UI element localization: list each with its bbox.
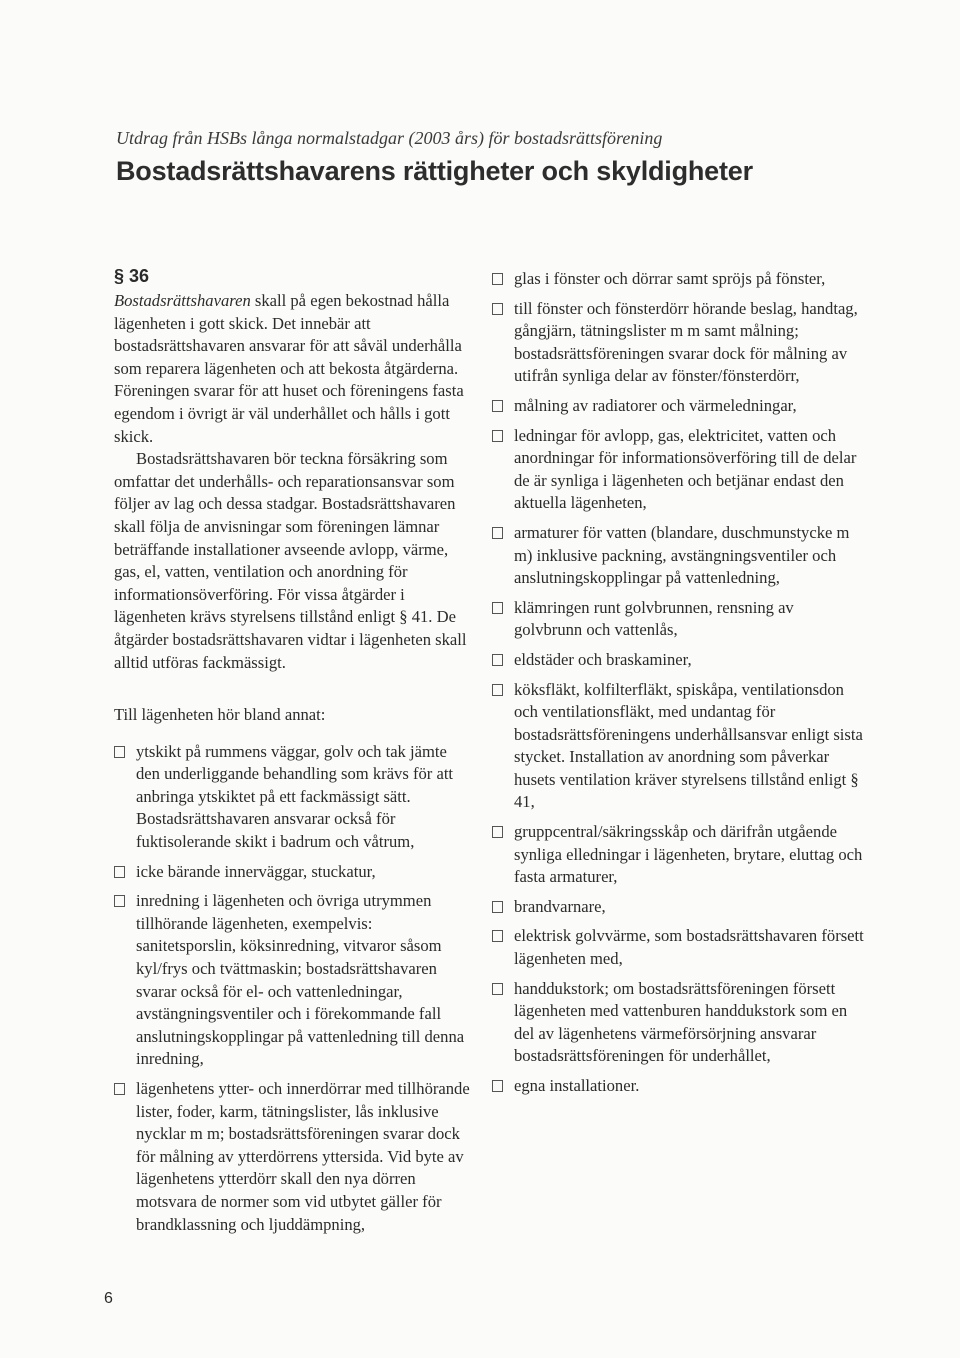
paragraph-1-text: skall på egen bekostnad hålla lägenheten i gott skick. Det innebär att bostadsrättshavaren ansvarar för att såväl underhålla som reparera lägenheten och att bekosta åtgärderna. Föreningen svarar för att huset och föreningens fasta egendom i övrigt är väl underhållet och hålls i gott skick. xyxy=(114,291,464,446)
checkbox-bullet-icon xyxy=(492,1080,503,1092)
list-intro: Till lägenheten hör bland annat: xyxy=(114,705,326,725)
checkbox-bullet-icon xyxy=(492,273,503,285)
checkbox-bullet-icon xyxy=(492,983,503,995)
paragraph-lead-word: Bostadsrättshavaren xyxy=(114,291,251,310)
list-item-text: glas i fönster och dörrar samt spröjs på fönster, xyxy=(514,269,826,288)
list-item xyxy=(492,821,864,889)
list-item xyxy=(492,649,864,672)
list-item xyxy=(492,679,864,815)
list-item xyxy=(492,298,864,388)
list-item xyxy=(492,597,864,642)
checkbox-bullet-icon xyxy=(492,826,503,838)
list-item-text: handdukstork; om bostadsrättsföreningen försett lägenheten med vattenburen handdukstork som en del av lägenhetens värmeförsörjning ansvarar bostadsrättsföreningen för underhållet, xyxy=(514,978,848,1066)
list-item xyxy=(492,1075,864,1098)
list-item-text: lägenhetens ytter- och innerdörrar med tillhörande lister, foder, karm, tätningslister, lås inklusive nycklar m m; bostadsrättsföreningen svarar dock för målning av ytterdörrens yttersida. Vid byte av lägenhetens ytterdörr skall den nya dörren motsvara de normer som vid utbytet gäller för brandklassning och ljuddämpning, xyxy=(136,1079,470,1234)
left-item-list xyxy=(114,741,474,1236)
list-item xyxy=(492,395,864,418)
list-item xyxy=(492,896,864,919)
list-item-text: egna installationer. xyxy=(514,1076,640,1095)
checkbox-bullet-icon xyxy=(492,684,503,696)
list-item xyxy=(492,268,864,291)
document-title: Bostadsrättshavarens rättigheter och skyldigheter xyxy=(116,156,753,186)
page-number: 6 xyxy=(104,1290,113,1307)
list-item-text: klämringen runt golvbrunnen, rensning av golvbrunn och vattenlås, xyxy=(514,597,794,640)
checkbox-bullet-icon xyxy=(114,746,125,758)
list-item-text: armaturer för vatten (blandare, duschmunstycke m m) inklusive packning, avstängningsventiler och anslutningskopplingar på vattenledning, xyxy=(514,522,850,588)
checkbox-bullet-icon xyxy=(114,866,125,878)
list-item-text: eldstäder och braskaminer, xyxy=(514,649,692,669)
list-item xyxy=(492,425,864,515)
left-column xyxy=(114,264,474,1243)
checkbox-bullet-icon xyxy=(492,303,503,315)
list-item xyxy=(114,861,474,884)
list-item-text: gruppcentral/säkringsskåp och därifrån utgående synliga elledningar i lägenheten, brytare, eluttag och fasta armaturer, xyxy=(514,822,863,887)
list-item-text: till fönster och fönsterdörr hörande beslag, handtag, gångjärn, tätningslister m m samt målning; bostadsrättsföreningen svarar dock för målning av utifrån synliga delar av fönster/fönsterdörr, xyxy=(514,298,858,386)
document-subtitle: Utdrag från HSBs långa normalstadgar (2003 års) för bostadsrättsförening xyxy=(116,128,663,148)
checkbox-bullet-icon xyxy=(492,527,503,539)
list-item-text: inredning i lägenheten och övriga utrymmen tillhörande lägenheten, exempelvis: sanitetsporslin, köksinredning, vitvaror såsom kyl/frys och tvättmaskin; bostadsrättshavaren svarar också för el- och vattenledningar, avstängningsventiler och i förekommande fall anslutningskopplingar på vattenledning till denna inredning, xyxy=(136,891,465,1069)
right-item-list xyxy=(492,268,864,1098)
checkbox-bullet-icon xyxy=(114,895,125,907)
list-item-text: icke bärande innerväggar, stuckatur, xyxy=(136,861,376,881)
checkbox-bullet-icon xyxy=(492,930,503,942)
list-item-text: ledningar för avlopp, gas, elektricitet, vatten och anordningar för informationsöverföring till de delar de är synliga i lägenheten och betjänar endast den aktuella lägenheten, xyxy=(514,425,857,513)
checkbox-bullet-icon xyxy=(492,430,503,442)
checkbox-bullet-icon xyxy=(114,1083,125,1095)
checkbox-bullet-icon xyxy=(492,654,503,666)
right-column xyxy=(492,268,864,1105)
checkbox-bullet-icon xyxy=(492,901,503,913)
list-item xyxy=(114,890,474,1071)
list-item-text: ytskikt på rummens väggar, golv och tak jämte den underliggande behandling som krävs för att anbringa ytskiktet på ett fackmässigt sätt. Bostadsrättshavaren ansvarar också för fuktisolerande skikt i badrum och våtrum, xyxy=(136,741,454,852)
section-number: § 36 xyxy=(114,266,150,286)
list-item-text: målning av radiatorer och värmeledningar, xyxy=(514,395,797,415)
list-item xyxy=(492,925,864,970)
list-item xyxy=(114,741,474,854)
checkbox-bullet-icon xyxy=(492,602,503,614)
list-item-text: brandvarnare, xyxy=(514,896,606,916)
checkbox-bullet-icon xyxy=(492,400,503,412)
list-item xyxy=(492,978,864,1068)
list-item-text: köksfläkt, kolfilterfläkt, spiskåpa, ventilationsdon och ventilationsfläkt, med undantag för bostadsrättsföreningens underhållsansvar enligt sista stycket. Installation av anordning som påverkar husets ventilation kräver styrelsens tillstånd enligt § 41, xyxy=(514,679,863,812)
section-paragraph-1 xyxy=(114,290,474,448)
section-paragraph-2: Bostadsrättshavaren bör teckna försäkring som omfattar det underhålls- och reparationsansvar som följer av lag och dessa stadgar. Bostadsrättshavaren skall följa de anvisningar som föreningen lämnar beträffande installationer avseende avlopp, värme, gas, el, vatten, ventilation och anordning för informationsöverföring. För vissa åtgärder i lägenheten krävs styrelsens tillstånd enligt § 41. De åtgärder bostadsrättshavaren vidtar i lägenheten skall alltid utföras fackmässigt. xyxy=(114,449,467,672)
list-item xyxy=(114,1078,474,1236)
list-item xyxy=(492,522,864,590)
list-item-text: elektrisk golvvärme, som bostadsrättshavaren försett lägenheten med, xyxy=(514,926,864,969)
